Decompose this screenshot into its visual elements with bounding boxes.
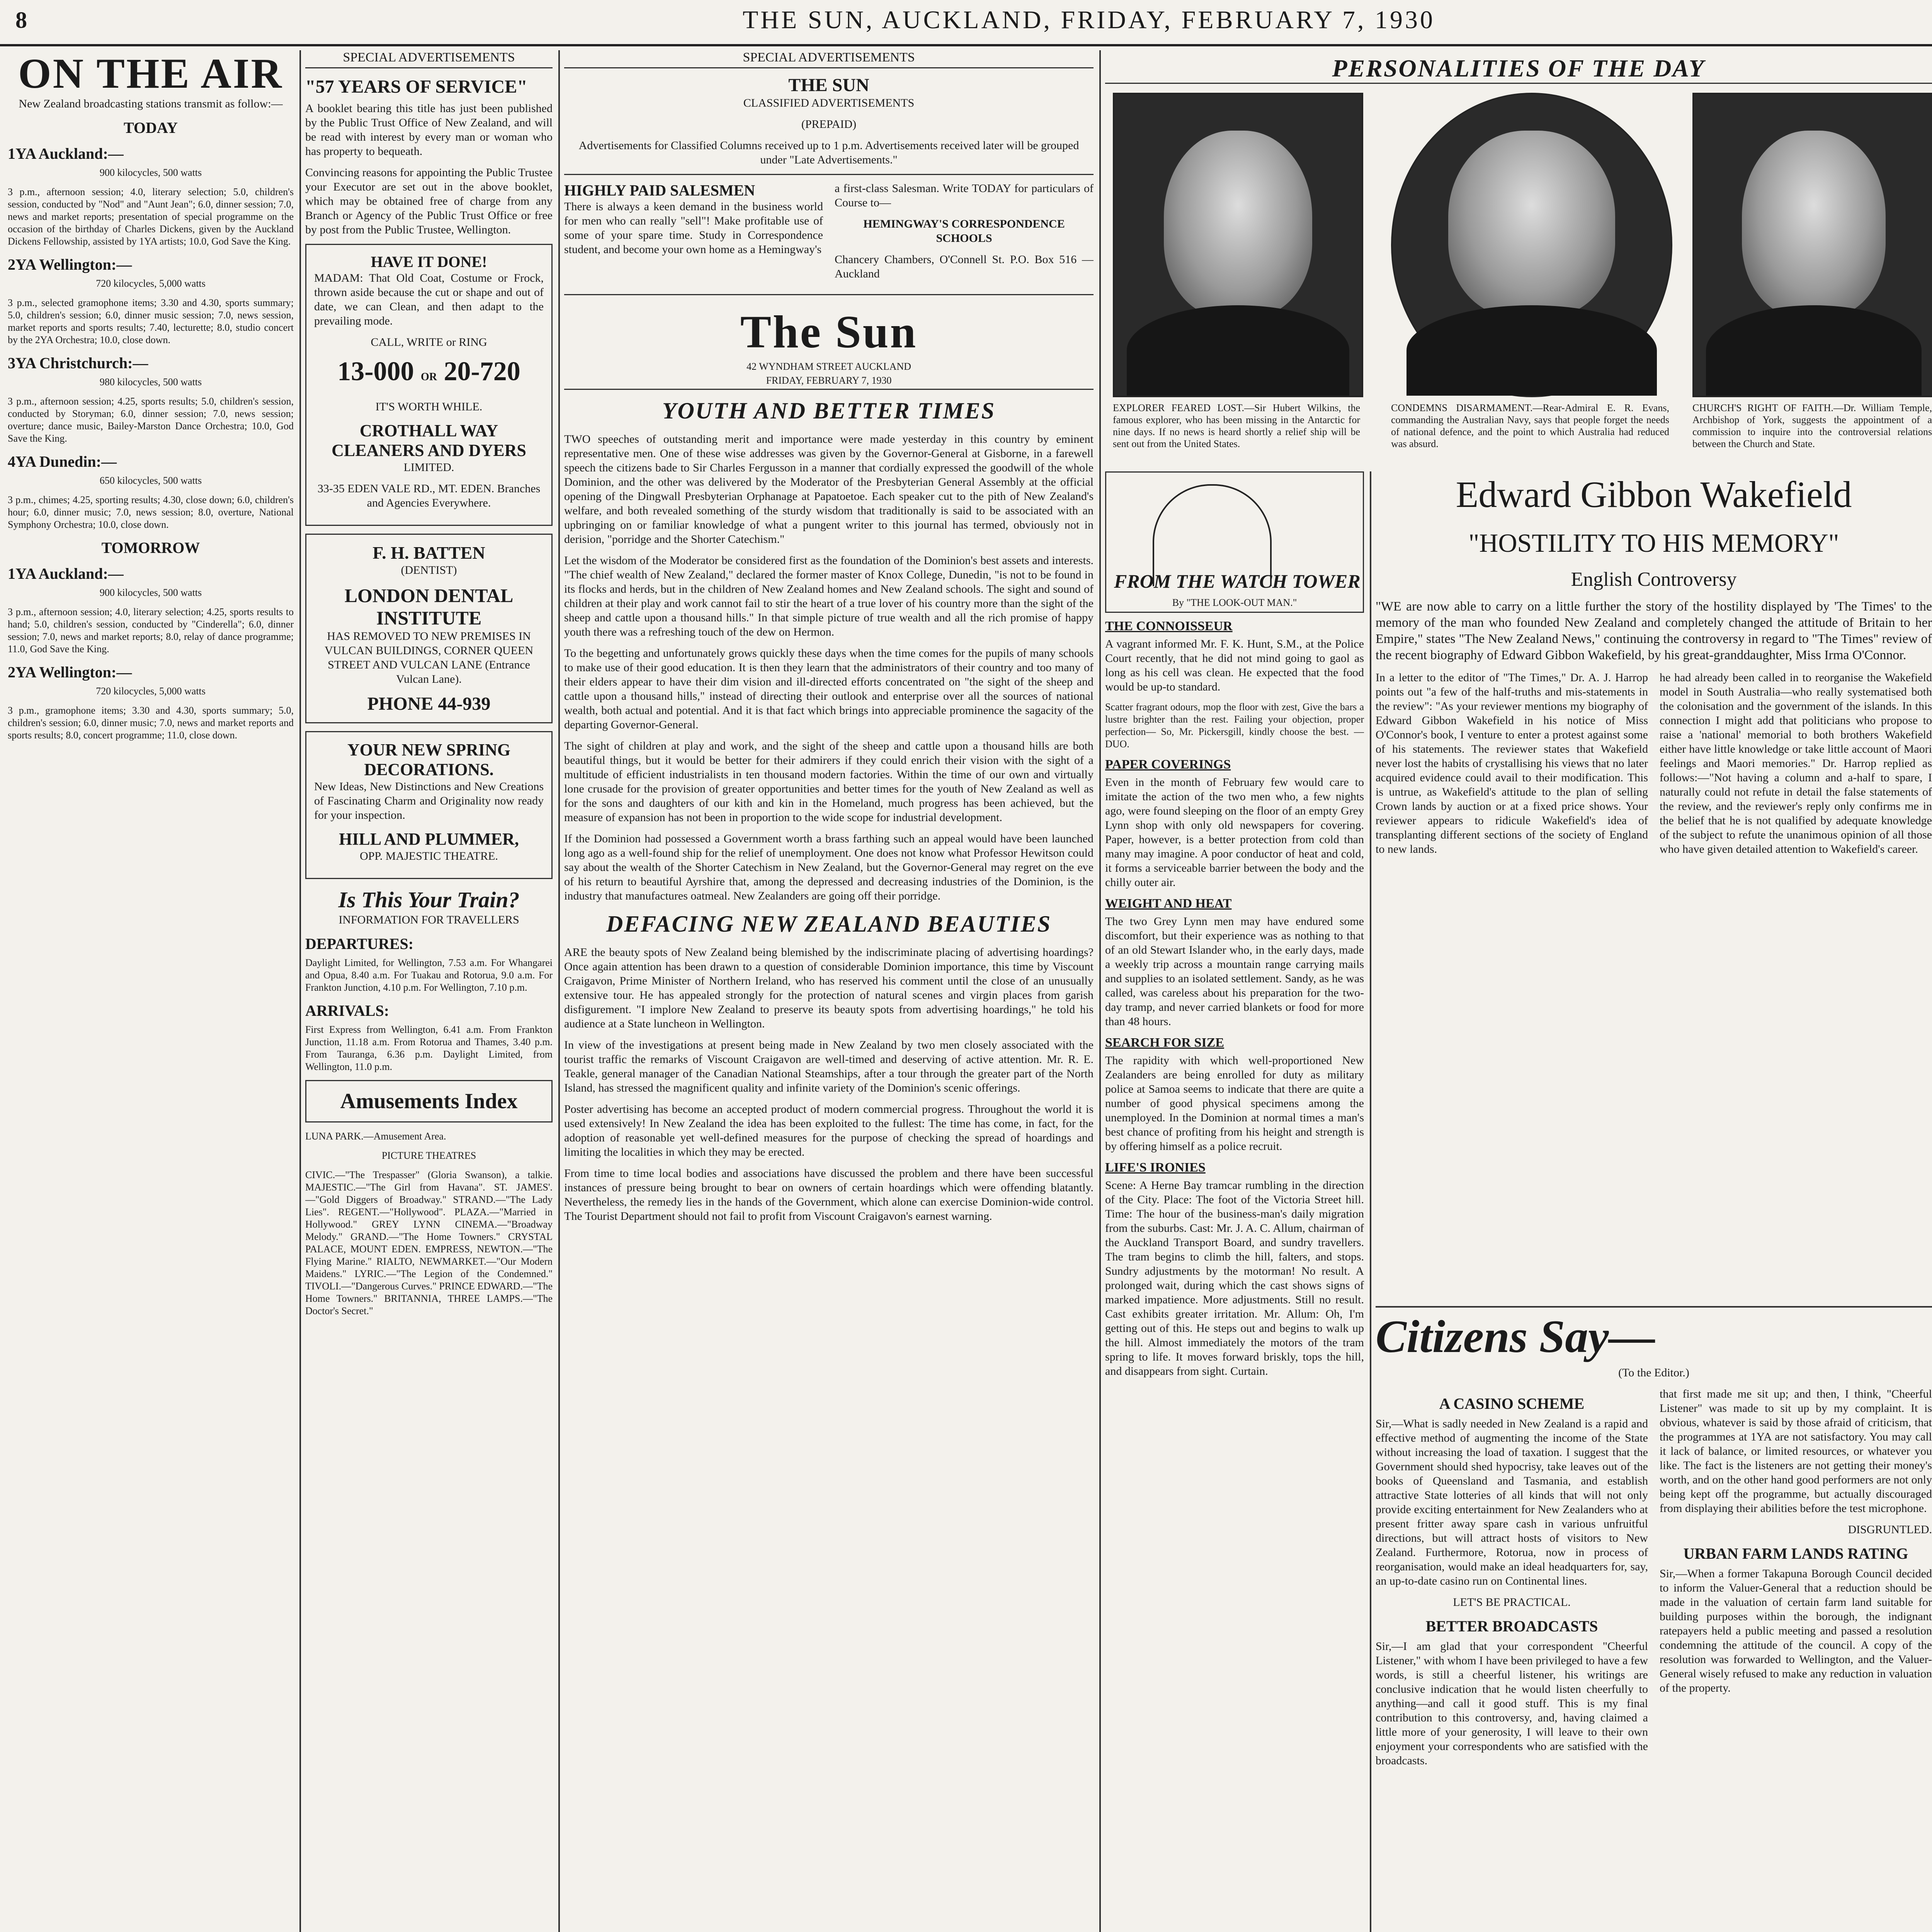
train-timetable xyxy=(305,935,553,1073)
editorial-title: DEFACING NEW ZEALAND BEAUTIES xyxy=(606,911,1052,937)
page-masthead xyxy=(0,0,1932,46)
station-name: 4YA Dunedin:— xyxy=(8,453,117,470)
page-number: 8 xyxy=(15,7,27,33)
company-address: 33-35 EDEN VALE RD., MT. EDEN. Branches and Agencies Everywhere. xyxy=(317,482,541,509)
special-ads-banner: SPECIAL ADVERTISEMENTS xyxy=(564,50,1094,68)
ad-text: New Ideas, New Distinctions and New Creations of Fascinating Charm and Originality now ready for your inspection. xyxy=(314,780,544,821)
portrait-photo xyxy=(1113,93,1363,397)
amusement-item: LUNA PARK.—Amusement Area. xyxy=(305,1131,446,1142)
departures-heading: DEPARTURES: xyxy=(305,935,414,952)
station-schedule: 3 p.m., afternoon session; 4.25, sports results; 5.0, children's session, conducted by Storyman; 6.0, dinner session; 7.0, news session; overture; dance music, Bailey-Marston Dance Orchestra; 10.0, God Save the King. xyxy=(8,396,294,444)
ad-text: a first-class Salesman. Write TODAY for particulars of Course to— xyxy=(835,182,1094,209)
ad-title: YOUR NEW SPRING DECORATIONS. xyxy=(347,740,511,779)
watch-tower-logo xyxy=(1105,471,1364,613)
item-text: Scene: A Herne Bay tramcar rumbling in the direction of the City. Place: The foot of the Victoria Street hill. Time: The hour of the business-man's daily migration from the suburbs. Cast: Mr. J. A. C. Allum, chairman of the Auckland Transport Board, and sundry travellers. The tram begins to climb the hill, falters, and stops. Sundry adjustments by the motorman! No result. A prolonged wait, during which the cast shows signs of marked impatience. More adjustments. Still no result. Cast exhibits greater irritation. Mr. Allum: Oh, I'm getting out of this. He steps out and begins to walk up the hill. Almost immediately the motors of the tram spring to life. It moves forward briskly, tops the hill, and disappears from sight. Curtain. xyxy=(1105,1179,1364,1378)
article-subtitle: "HOSTILITY TO HIS MEMORY" xyxy=(1468,528,1839,558)
station-schedule: 3 p.m., afternoon session; 4.0, literary selection; 5.0, children's session, conducted by "Nod" and "Aunt Jean"; 6.0, dinner session; 7.0, news and market reports; presentation of special programme on the occasion of the birthday of Charles Dickens, given by the Auckland Dickens Fellowship, assisted by 1YA artists; 10.0, God Save the King. xyxy=(8,186,294,247)
dentist-ad xyxy=(305,534,553,723)
station-name: 2YA Wellington:— xyxy=(8,663,132,681)
arrivals-text: First Express from Wellington, 6.41 a.m. From Frankton Junction, 11.18 a.m. From Rotorua and Thames, 3.40 p.m. From Tauranga, 6.36 p.m. Daylight Limited, from Wellington, 11.0 p.m. xyxy=(305,1024,553,1072)
company-name: HEMINGWAY'S CORRESPONDENCE SCHOOLS xyxy=(863,218,1065,245)
article-title: Edward Gibbon Wakefield xyxy=(1456,474,1852,515)
station-name: 2YA Wellington:— xyxy=(8,256,132,273)
letter-text: Sir,—What is sadly needed in New Zealand is a rapid and effective method of augmenting the income of the State without increasing the load of taxation. I suggest that the Government should shed hypocrisy, take leaves out of the books of Queensland and Tasmania, and establish attractive State lotteries of all kinds that will not only provide exciting entertainment for New Zealanders who at present fritter away spare cash in various unfruitful directions, but will attract hosts of visitors to New Zealand. Furthermore, Rotorua, now in process of reorganisation, would make an ideal headquarters for, say, an up-to-date casino run on Continental lines. xyxy=(1376,1417,1648,1587)
cleaners-ad xyxy=(305,244,553,526)
company-limited: LIMITED. xyxy=(403,461,454,474)
column-divider xyxy=(1370,471,1371,1932)
article-text: In a letter to the editor of "The Times," Dr. A. J. Harrop points out "a few of the half-truths and mis-statements in the review": "As your reviewer mentions my biography of Edward Gibbon Wakefield in his notice of Miss O'Connor's book, I venture to enter a protest against some of his statements. The reviewer states that Wakefield never lost the habits of crystallising his views that no later acquired evidence could avail to their modification. This is untrue, as Wakefield's attitude to the plan of selling Crown lands by auction or at a fixed price shows. Your reviewer appears to ridicule Wakefield's idea of transplanting different sections of the society of England to new lands. xyxy=(1376,671,1648,855)
phone-number: 20-720 xyxy=(444,357,520,386)
watch-tower-label: FROM THE WATCH TOWER xyxy=(1114,570,1361,592)
watch-tower-column xyxy=(1105,471,1364,1932)
dentist-label: (DENTIST) xyxy=(401,564,457,577)
classified-subtitle: CLASSIFIED ADVERTISEMENTS xyxy=(743,97,915,109)
item-text: A vagrant informed Mr. F. K. Hunt, S.M., at the Police Court recently, that he did not mind going to gaol as long as his cell was clean. He expected that the food would be up-to standard. xyxy=(1105,638,1364,693)
ads-column xyxy=(305,50,553,1932)
item-heading: WEIGHT AND HEAT xyxy=(1105,896,1232,911)
amusements-index xyxy=(305,1080,553,1122)
article-subtitle-2: English Controversy xyxy=(1571,568,1737,590)
editorial-paragraph: Poster advertising has become an accepted product of modern commercial progress. Throughout the world it is used extensively! In New Zealand the idea has been exploited to the fullest: The time has come, in fact, for the adoption of reasonable yet well-defined measures for the purpose of checking the spread of hoardings and limiting the localities in which they may be erected. xyxy=(564,1103,1094,1158)
classified-title: THE SUN xyxy=(788,75,869,95)
today-heading: TODAY xyxy=(123,119,178,136)
photo-caption: CONDEMNS DISARMAMENT.—Rear-Admiral E. R. Evans, commanding the Australian Navy, says that people forget the needs of national defence, and the point to which Australia had reduced was absurd. xyxy=(1391,402,1669,449)
editorial-column xyxy=(564,50,1094,1932)
removed-text: HAS REMOVED TO NEW PREMISES IN VULCAN BUILDINGS, CORNER QUEEN STREET AND VULCAN LANE (Entrance Vulcan Lane). xyxy=(325,630,533,685)
departures-text: Daylight Limited, for Wellington, 7.53 a.m. For Whangarei and Opua, 8.40 a.m. For Tuakau and Rotorua, 9.0 a.m. For Frankton Junction, 4.10 p.m. For Wellington, 7.10 p.m. xyxy=(305,957,553,993)
logo-date: FRIDAY, FEBRUARY 7, 1930 xyxy=(766,375,892,386)
editorial-paragraph: ARE the beauty spots of New Zealand being blemished by the indiscriminate placing of advertising hoardings? Once again attention has been drawn to a question of considerable Dominion importance, this time by Viscount Craigavon, Prime Minister of Northern Ireland, who has reserved his comment until the close of an unusually extensive tour. He has appealed strongly for the protection of natural scenes and virgin places from garish disfigurement. "I implore New Zealand to preserve its beauty spots from advertising hoardings," he told his audience at a State luncheon in Wellington. xyxy=(564,946,1094,1030)
station-schedule: 3 p.m., gramophone items; 3.30 and 4.30, sports summary; 5.0, children's session; 6.0, dinner music; 7.0, news and market reports and sports results; 8.0, concert programme; 11.0, close down. xyxy=(8,705,294,741)
editorial-paragraph: TWO speeches of outstanding merit and importance were made yesterday in this country by eminent representative men. One of these wise addresses was given by the Governor-General at Gisborne, in a farewell speech the citizens bade to Sir Charles Fergusson in a manner that cordially expressed the goodwill of the whole Dominion, and the other was delivered by the Moderator of the Presbyterian General Assembly at the official opening of the Dingwall Presbyterian Orphanage at Papatoetoe. Each speaker cut to the pith of New Zealand's welfare, and both revealed something of the sturdy wisdom that traditionally is said to be associated with an upbringing on or familiar knowledge of what a pungent writer to this journal has termed, obviously not in derision, "porridge and the Shorter Catechism." xyxy=(564,433,1094,546)
amusements-listing xyxy=(305,1130,553,1317)
on-air-intro: New Zealand broadcasting stations transmit as follow:— xyxy=(19,97,283,110)
station-schedule: 3 p.m., chimes; 4.25, sporting results; 4.30, close down; 6.0, children's hour; 6.0, dinner music; 7.0, news session; 8.0, overture, National Symphony Orchestra; 10.0, close down. xyxy=(8,494,294,530)
item-verse: Scatter fragrant odours, mop the floor with zest, Give the bars a lustre brighter than the rest. Failing your objection, proper perfection— So, Mr. Pickersgill, kindly choose the best. —DUO. xyxy=(1105,701,1364,750)
company-name: CROTHALL WAY CLEANERS AND DYERS xyxy=(332,421,526,460)
item-text: The two Grey Lynn men may have endured some discomfort, but their experience was as nothing to that of an old Stewart Islander who, in the early days, made a weekly trip across a mountain range carrying mails and supplies to an isolated settlement. Sandy, as he was called, was careless about his preparation for the two-day tramp, and never carried blankets or food for more than 48 hours. xyxy=(1105,915,1364,1028)
personalities-title: PERSONALITIES OF THE DAY xyxy=(1105,54,1932,84)
tomorrow-heading: TOMORROW xyxy=(101,539,200,556)
column-divider xyxy=(558,50,560,1932)
station-frequency: 980 kilocycles, 500 watts xyxy=(99,376,202,388)
item-heading: PAPER COVERINGS xyxy=(1105,757,1231,772)
ad-text: MADAM: That Old Coat, Costume or Frock, thrown aside because the cut or shape and out of date, we can Clean, and then adapt to the prevailing mode. xyxy=(314,272,544,327)
editorial-paragraph: In view of the investigations at present being made in New Zealand by two men closely associated with the tourist traffic the remarks of Viscount Craigavon are well-timed and deserving of active attention. Mr. R. E. Teakle, general manager of the Canadian National Steamships, after a tour through the greater part of the North Island, has stressed the magnificent quality and infinite variety of the Dominion's scenic offerings. xyxy=(564,1039,1094,1094)
masthead-title: THE SUN, AUCKLAND, FRIDAY, FEBRUARY 7, 1930 xyxy=(742,6,1435,34)
station-frequency: 720 kilocycles, 5,000 watts xyxy=(96,685,206,697)
ad-title: HIGHLY PAID SALESMEN xyxy=(564,182,755,199)
station-frequency: 650 kilocycles, 500 watts xyxy=(99,475,202,486)
editorial-paragraph: To the begetting and unfortunately grows quickly these days when the time comes for the pupils of many schools to make use of their good education. It is then they learn that the administrators of their country and too many of their elders appear to have their dim vision and ill-directed efforts concentrated on "the sight of the sheep and cattle upon a thousand hills," instead of directing their outlook and enterprise over all the sources of national wealth, both actual and potential. And it is that fact which brings into appreciable prominence the sagacity of the departing Governor-General. xyxy=(564,647,1094,731)
article-intro: "WE are now able to carry on a little further the story of the hostility displayed by 'The Times' to the memory of the man who founded New Zealand and completely changed the attitude of Britain to her Empire," states "The New Zealand News," continuing the controversy in regard to "The Times" review of the recent biography of Edward Gibbon Wakefield, by his great-granddaughter, Miss Irma O'Connor. xyxy=(1376,599,1932,662)
letter-heading: URBAN FARM LANDS RATING xyxy=(1683,1545,1908,1562)
company-name: HILL AND PLUMMER, xyxy=(339,830,519,849)
theatres-heading: PICTURE THEATRES xyxy=(381,1150,476,1161)
item-heading: LIFE'S IRONIES xyxy=(1105,1160,1206,1175)
item-text: Even in the month of February few would care to imitate the action of the two men who, a few nights ago, were found sleeping on the floor of an empty Grey Lynn shop with only old newspapers for covering. Paper, however, is a better protection from cold than many may imagine. A poor conductor of heat and cold, it forms a serviceable barrier between the body and the chilly outer air. xyxy=(1105,776,1364,889)
on-the-air-title: ON THE AIR xyxy=(18,50,283,97)
editorial-paragraph: Let the wisdom of the Moderator be considered first as the foundation of the Dominion's best assets and interests. "The chief wealth of New Zealand," declared the former master of Knox College, Dunedin, "is not to be found in its flocks and herds, but in the children of New Zealand homes and New Zealand schools. The sight and sound of children at their play and work cannot fail to stir the heart of a true lover of his country more than the sight of the sheep and cattle upon a thousand hills." In that simple picture of true wealth and all the rich promise of happy youth there was a refreshing touch of the dew on Hermon. xyxy=(564,554,1094,638)
classified-prepaid: (PREPAID) xyxy=(801,118,857,131)
station-block xyxy=(8,145,294,742)
station-frequency: 900 kilocycles, 500 watts xyxy=(99,167,202,178)
amusements-title: Amusements Index xyxy=(340,1089,518,1113)
editorial-paragraph: From time to time local bodies and associations have discussed the problem and there have been successful instances of pressure being brought to bear on owners of certain hoardings which were offending blatantly. Nevertheless, the remedy lies in the hands of the Government, which alone can exercise Dominion-wide control. The Tourist Department should not fail to profit from Viscount Craigavon's earnest warning. xyxy=(564,1167,1094,1223)
dentist-name: F. H. BATTEN xyxy=(372,543,485,563)
newspaper-logo: The Sun xyxy=(740,306,918,357)
station-schedule: 3 p.m., selected gramophone items; 3.30 and 4.30, sports summary; 5.0, children's session; 6.0, dinner music session; 7.0, news session, market reports and sports results; 7.40, lecturette; 8.0, studio concert by the 2YA Orchestra; 10.0, close down. xyxy=(8,297,294,345)
photo-caption: EXPLORER FEARED LOST.—Sir Hubert Wilkins, the famous explorer, who has been missing in the Antarctic for nine days. If no news is heard shortly a relief ship will be sent out from the United States. xyxy=(1113,402,1360,449)
station-frequency: 720 kilocycles, 5,000 watts xyxy=(96,278,206,289)
column-divider xyxy=(299,50,301,1932)
phone-number: 13-000 xyxy=(337,357,414,386)
salesman-ad xyxy=(564,174,1094,295)
train-title: Is This Your Train? xyxy=(338,887,520,912)
sun-logo xyxy=(564,303,1094,390)
column-divider xyxy=(1099,50,1101,1932)
item-text: The rapidity with which well-proportioned New Zealanders are being enrolled for duty as military police at Samoa seems to indicate that there are quite a number of good physical specimens among the unemployed. In the Dominion at normal times a man's best chance of profiting from his height and strength is by offering himself as a police recruit. xyxy=(1105,1054,1364,1153)
letter-text: Sir,—I am glad that your correspondent "Cheerful Listener," with whom I have been privileged to have a few words, is still a cheerful listener, his writings are conclusive indication that he would listen cheerfully to anything—and call it good stuff. This is my final contribution to this controversy, and, having claimed a little more of your generosity, I will leave to their own enjoyment your correspondents who are satisfied with the broadcasts. xyxy=(1376,1640,1648,1767)
editorial-paragraph: The sight of children at play and work, and the sight of the sheep and cattle upon a thousand hills are both beautiful things, but it would be better for their admirers if they could enrich their vision with the sight of a multitude of efficient industrialists in ten thousand modern factories. Within the time of our own and virtually lone crusade for the provision of greater opportunities and better times for the youth of New Zealand as well as for the sons and daughters of our kith and kin in the Homeland, much progress has been achieved, but the measure of expansion has not been in proportion to the wide scope for industrial development. xyxy=(564,740,1094,824)
years-text: A booklet bearing this title has just been published by the Public Trust Office of New Zealand, and will be read with interest by every man or woman who has property to bequeath. xyxy=(305,102,553,158)
article-text: he had already been called in to reorganise the Wakefield model in South Australia—who really systematised both the colonisation and the government of the islands. In this connection I might add that politicians who propose to raise a 'national' memorial to both brothers Wakefield either have little knowledge or take little account of Maori feelings and Maori memories." Dr. Harrop replied as follows:—"Not having a column and a-half to spare, I naturally could not refute in detail the false statements of the review, and the reviewer's reply only confirms me in the belief that he is not qualified by adequate knowledge of the subject to refute the unanimous opinion of all those who have given detailed attention to Wakefield's career. xyxy=(1660,671,1932,855)
letter-signature: DISGRUNTLED. xyxy=(1848,1523,1932,1536)
theatres-text: CIVIC.—"The Trespasser" (Gloria Swanson), a talkie. MAJESTIC.—"The Girl from Havana". ST. JAMES'.—"Gold Diggers of Broadway." STRAND.—"The Lady Lies". REGENT.—"Hollywood". PLAZA.—"Married in Hollywood." GREY LYNN CINEMA.—"Broadway Melody." GRAND.—"The Home Towners." CRYSTAL PALACE, MOUNT EDEN. EMPRESS, NEWTON.—"The Flying Marine." RIALTO, NEWMARKET.—"Our Modern Maidens." LYRIC.—"The Legion of the Condemned." TIVOLI.—"Dangerous Curves." PRINCE EDWARD.—"The Home Towners." BRITANNIA, THREE LAMPS.—"The Doctor's Secret." xyxy=(305,1169,553,1316)
portrait-photo xyxy=(1391,93,1672,397)
institute-name: LONDON DENTAL INSTITUTE xyxy=(344,585,514,629)
classified-note: Advertisements for Classified Columns received up to 1 p.m. Advertisements received later will be grouped under "Late Advertisements." xyxy=(578,139,1079,166)
wakefield-article xyxy=(1376,471,1932,1298)
years-title: "57 YEARS OF SERVICE" xyxy=(305,77,527,97)
editorial-paragraph: If the Dominion had possessed a Government worth a brass farthing such an appeal would have been launched long ago as a well-found ship for the relief of unemployment. One does not know what Professor Hewitson could say about the wealth of the Shorter Catechism in New Zealand, but the Governor-General may regret on the eve of his return to beautiful Ayrshire that, among the depressed and decreasing industries of the Dominion, is the industry that manufactures oatmeal. New Zealanders are going off their porridge. xyxy=(564,832,1094,902)
arrivals-heading: ARRIVALS: xyxy=(305,1002,389,1019)
letter-text: that first made me sit up; and then, I think, "Cheerful Listener" was made to sit up by my complaint. It is obvious, whatever is said by those afraid of criticism, that the programmes at 1YA are not satisfactory. You may call it lack of balance, or limited resources, or whatever you like. The fact is the listeners are not getting their money's worth, and on the other hand good performers are not only being kept off the programme, but actually discouraged from displaying their abilities before the test microphone. xyxy=(1660,1388,1932,1515)
on-the-air-column xyxy=(8,50,294,1932)
ad-tagline: IT'S WORTH WHILE. xyxy=(375,400,483,413)
logo-address: 42 WYNDHAM STREET AUCKLAND xyxy=(747,361,911,372)
letter-heading: BETTER BROADCASTS xyxy=(1425,1617,1598,1635)
to-editor: (To the Editor.) xyxy=(1618,1366,1689,1379)
company-address: Chancery Chambers, O'Connell St. P.O. Box 516 — Auckland xyxy=(835,253,1094,280)
ad-call: CALL, WRITE or RING xyxy=(371,336,487,349)
years-text-2: Convincing reasons for appointing the Public Trustee your Executor are set out in the above booklet, which may be obtained free of charge from any Branch or Agency of the Public Trust Office or free by post from the Public Trustee, Wellington. xyxy=(305,166,553,236)
station-name: 3YA Christchurch:— xyxy=(8,354,148,372)
station-name: 1YA Auckland:— xyxy=(8,565,124,582)
station-schedule: 3 p.m., afternoon session; 4.0, literary selection; 4.25, sports results to hand; 5.0, children's session, conducted by "Cinderella"; 6.0, dinner session; 7.0, news and market reports; 8.0, relay of dance programme; 11.0, God Save the King. xyxy=(8,606,294,655)
station-name: 1YA Auckland:— xyxy=(8,145,124,162)
letter-signature: LET'S BE PRACTICAL. xyxy=(1453,1596,1571,1609)
special-ads-banner: SPECIAL ADVERTISEMENTS xyxy=(305,50,553,68)
train-subtitle: INFORMATION FOR TRAVELLERS xyxy=(338,913,519,926)
watch-tower-byline: By "THE LOOK-OUT MAN." xyxy=(1172,597,1297,608)
letter-heading: A CASINO SCHEME xyxy=(1439,1395,1585,1412)
citizens-say-section xyxy=(1376,1306,1932,1932)
ad-text: There is always a keen demand in the business world for men who can really "sell"! Make profitable use of some of your spare time. Study in Correspondence student, and become your own home as a Hemingway's xyxy=(564,200,823,256)
dentist-phone: PHONE 44-939 xyxy=(367,694,491,714)
company-address: OPP. MAJESTIC THEATRE. xyxy=(360,850,498,862)
station-frequency: 900 kilocycles, 500 watts xyxy=(99,587,202,598)
ad-title: HAVE IT DONE! xyxy=(371,253,487,270)
photo-caption: CHURCH'S RIGHT OF FAITH.—Dr. William Temple, Archbishop of York, suggests the appointment of a commission to inquire into the controversial relations between the Church and State. xyxy=(1692,402,1932,449)
decorations-ad xyxy=(305,731,553,879)
citizens-title: Citizens Say— xyxy=(1376,1311,1655,1362)
letter-text: Sir,—When a former Takapuna Borough Council decided to inform the Valuer-General that a reduction should be made in the valuation of certain farm land suitable for building purposes within the borough, the indignant ratepayers held a public meeting and passed a resolution condemning the attitude of the council. A copy of the resolution was forwarded to Wellington, and the Valuer-General wisely refused to make any reduction in valuation of the property. xyxy=(1660,1567,1932,1694)
editorial-title: YOUTH AND BETTER TIMES xyxy=(662,398,996,423)
or-label: OR xyxy=(421,371,437,383)
item-heading: SEARCH FOR SIZE xyxy=(1105,1036,1224,1050)
item-heading: THE CONNOISSEUR xyxy=(1105,619,1233,633)
portrait-photo xyxy=(1692,93,1932,397)
